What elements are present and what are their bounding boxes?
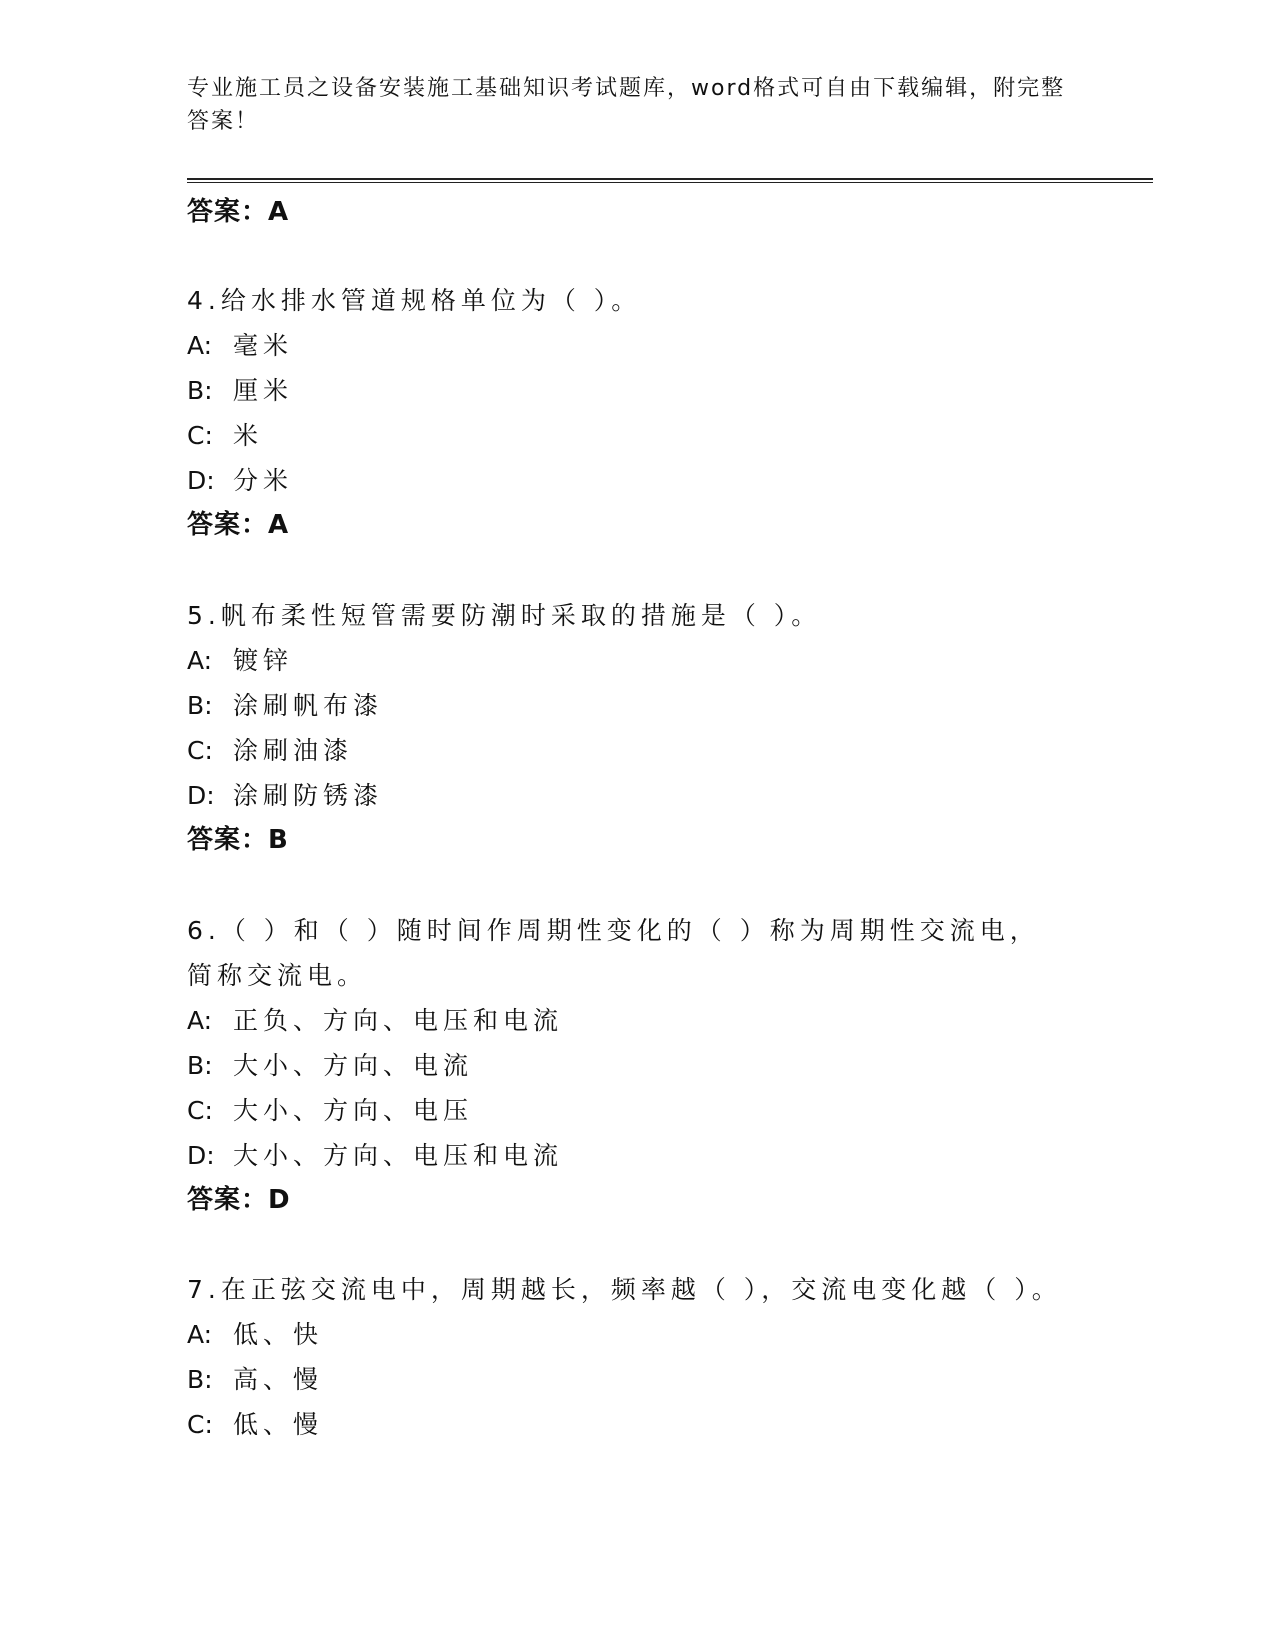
option-a	[187, 323, 1087, 368]
option-letter: C:	[187, 421, 213, 450]
header-rule-thin	[187, 182, 1153, 183]
question-stem: 4.给水排水管道规格单位为（ ）。	[187, 286, 642, 315]
option-a	[187, 638, 1087, 683]
option-c	[187, 413, 1087, 458]
option-c	[187, 1402, 1087, 1447]
document-header: 专业施工员之设备安装施工基础知识考试题库，word格式可自由下载编辑，附完整答案！	[187, 76, 1066, 134]
question-answer: 答案：D	[187, 1185, 291, 1215]
option-letter: D:	[187, 781, 215, 810]
option-b	[187, 1357, 1087, 1402]
option-text: 毫米	[233, 331, 294, 360]
option-text: 涂刷防锈漆	[233, 781, 384, 810]
option-text: 涂刷帆布漆	[233, 691, 384, 720]
question-stem: 5.帆布柔性短管需要防潮时采取的措施是（ ）。	[187, 601, 822, 630]
question-7	[187, 1267, 1087, 1447]
option-letter: C:	[187, 1410, 213, 1439]
option-c	[187, 728, 1087, 773]
header-rule-thick	[187, 178, 1153, 180]
option-a	[187, 998, 1067, 1043]
option-d	[187, 773, 1087, 818]
option-d	[187, 1133, 1067, 1178]
question-5	[187, 593, 1087, 863]
option-letter: A:	[187, 646, 213, 675]
option-text: 米	[233, 421, 264, 450]
option-text: 涂刷油漆	[233, 736, 354, 765]
option-text: 大小、方向、电压和电流	[233, 1141, 564, 1170]
question-stem: 7.在正弦交流电中，周期越长，频率越（ ），交流电变化越（ ）。	[187, 1275, 1062, 1304]
option-letter: B:	[187, 1365, 213, 1394]
option-d	[187, 458, 1087, 503]
question-stem: 6.（ ）和（ ）随时间作周期性变化的（ ）称为周期性交流电，简称交流电。	[187, 916, 1040, 990]
option-letter: D:	[187, 466, 215, 495]
option-text: 大小、方向、电流	[233, 1051, 474, 1080]
question-6	[187, 908, 1067, 1223]
option-letter: B:	[187, 376, 213, 405]
option-b	[187, 683, 1087, 728]
option-b	[187, 368, 1087, 413]
option-text: 镀锌	[233, 646, 294, 675]
option-a	[187, 1312, 1087, 1357]
option-text: 高、慢	[233, 1365, 324, 1394]
option-letter: B:	[187, 691, 213, 720]
option-letter: C:	[187, 1096, 213, 1125]
option-text: 正负、方向、电压和电流	[233, 1006, 564, 1035]
option-letter: A:	[187, 1006, 213, 1035]
option-letter: A:	[187, 1320, 213, 1349]
option-letter: C:	[187, 736, 213, 765]
question-4	[187, 278, 1087, 548]
option-letter: D:	[187, 1141, 215, 1170]
question-answer: 答案：B	[187, 825, 289, 855]
option-text: 分米	[233, 466, 294, 495]
previous-answer: 答案：A	[187, 197, 290, 227]
option-letter: A:	[187, 331, 213, 360]
option-text: 大小、方向、电压	[233, 1096, 474, 1125]
option-text: 低、慢	[233, 1410, 324, 1439]
question-answer: 答案：A	[187, 510, 290, 540]
option-letter: B:	[187, 1051, 213, 1080]
option-b	[187, 1043, 1067, 1088]
option-text: 低、快	[233, 1320, 324, 1349]
option-c	[187, 1088, 1067, 1133]
option-text: 厘米	[233, 376, 294, 405]
